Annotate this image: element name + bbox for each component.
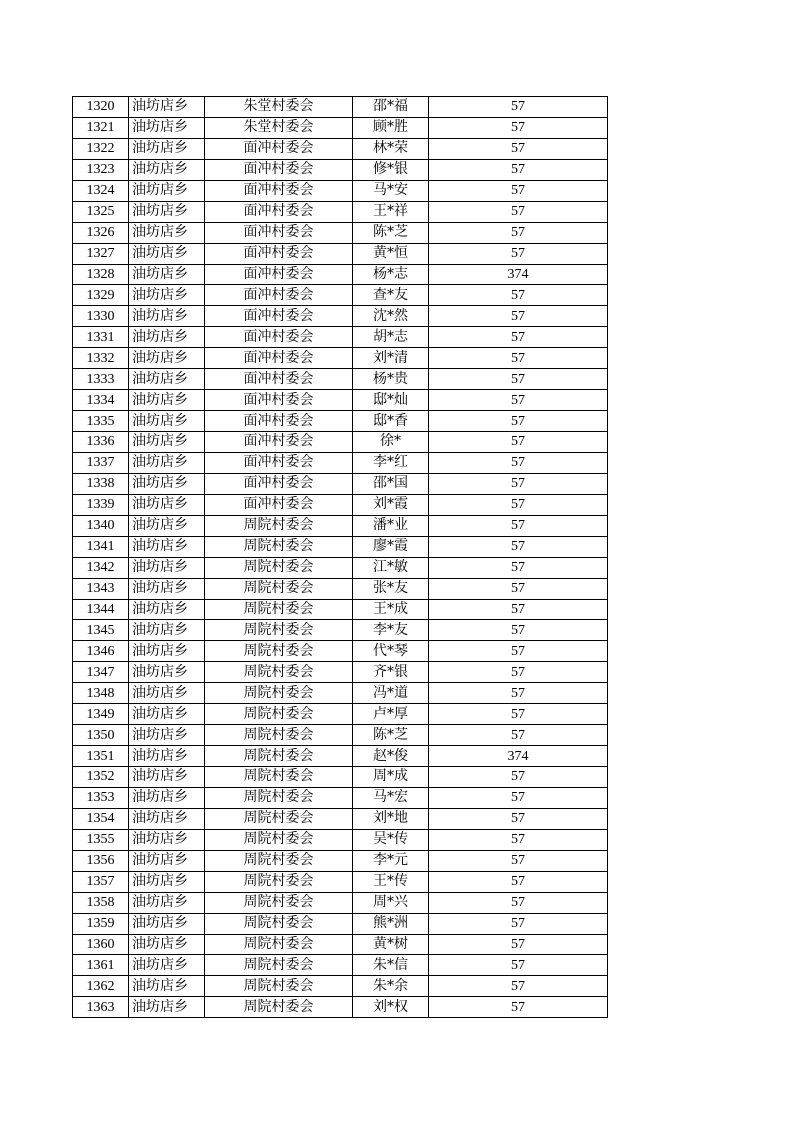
- township-cell: 油坊店乡: [129, 369, 205, 390]
- row-number-cell: 1326: [73, 222, 129, 243]
- person-name-cell: 王*成: [353, 599, 429, 620]
- amount-cell: 57: [429, 704, 608, 725]
- person-name-cell: 徐*: [353, 432, 429, 453]
- township-cell: 油坊店乡: [129, 285, 205, 306]
- row-number-cell: 1330: [73, 306, 129, 327]
- amount-cell: 57: [429, 452, 608, 473]
- row-number-cell: 1355: [73, 829, 129, 850]
- person-name-cell: 王*传: [353, 871, 429, 892]
- village-committee-cell: 面冲村委会: [205, 222, 353, 243]
- amount-cell: 57: [429, 787, 608, 808]
- township-cell: 油坊店乡: [129, 620, 205, 641]
- row-number-cell: 1331: [73, 327, 129, 348]
- table-row: [73, 348, 608, 369]
- person-name-cell: 邸*灿: [353, 390, 429, 411]
- row-number-cell: 1352: [73, 767, 129, 788]
- row-number-cell: 1325: [73, 201, 129, 222]
- village-committee-cell: 周院村委会: [205, 787, 353, 808]
- amount-cell: 57: [429, 243, 608, 264]
- row-number-cell: 1350: [73, 725, 129, 746]
- amount-cell: 57: [429, 767, 608, 788]
- village-committee-cell: 面冲村委会: [205, 285, 353, 306]
- person-name-cell: 刘*地: [353, 808, 429, 829]
- table-row: [73, 934, 608, 955]
- table-row: [73, 432, 608, 453]
- person-name-cell: 张*友: [353, 578, 429, 599]
- person-name-cell: 周*成: [353, 767, 429, 788]
- person-name-cell: 齐*银: [353, 662, 429, 683]
- table-row: [73, 390, 608, 411]
- table-row: [73, 599, 608, 620]
- person-name-cell: 朱*信: [353, 955, 429, 976]
- amount-cell: 57: [429, 411, 608, 432]
- township-cell: 油坊店乡: [129, 180, 205, 201]
- amount-cell: 374: [429, 746, 608, 767]
- amount-cell: 57: [429, 557, 608, 578]
- row-number-cell: 1348: [73, 683, 129, 704]
- village-committee-cell: 周院村委会: [205, 683, 353, 704]
- table-row: [73, 955, 608, 976]
- village-committee-cell: 周院村委会: [205, 536, 353, 557]
- amount-cell: 57: [429, 725, 608, 746]
- village-committee-cell: 周院村委会: [205, 829, 353, 850]
- person-name-cell: 胡*志: [353, 327, 429, 348]
- village-committee-cell: 面冲村委会: [205, 138, 353, 159]
- row-number-cell: 1320: [73, 97, 129, 118]
- township-cell: 油坊店乡: [129, 829, 205, 850]
- amount-cell: 57: [429, 683, 608, 704]
- amount-cell: 57: [429, 662, 608, 683]
- table-row: [73, 850, 608, 871]
- village-committee-cell: 周院村委会: [205, 892, 353, 913]
- village-committee-cell: 周院村委会: [205, 934, 353, 955]
- village-committee-cell: 周院村委会: [205, 871, 353, 892]
- person-name-cell: 马*安: [353, 180, 429, 201]
- township-cell: 油坊店乡: [129, 243, 205, 264]
- amount-cell: 57: [429, 369, 608, 390]
- township-cell: 油坊店乡: [129, 871, 205, 892]
- row-number-cell: 1360: [73, 934, 129, 955]
- village-committee-cell: 面冲村委会: [205, 432, 353, 453]
- village-committee-cell: 面冲村委会: [205, 159, 353, 180]
- row-number-cell: 1357: [73, 871, 129, 892]
- township-cell: 油坊店乡: [129, 117, 205, 138]
- village-committee-cell: 周院村委会: [205, 850, 353, 871]
- row-number-cell: 1341: [73, 536, 129, 557]
- amount-cell: 57: [429, 180, 608, 201]
- village-committee-cell: 面冲村委会: [205, 369, 353, 390]
- table-row: [73, 536, 608, 557]
- village-committee-cell: 面冲村委会: [205, 473, 353, 494]
- table-row: [73, 201, 608, 222]
- village-committee-cell: 周院村委会: [205, 976, 353, 997]
- row-number-cell: 1329: [73, 285, 129, 306]
- village-committee-cell: 面冲村委会: [205, 180, 353, 201]
- township-cell: 油坊店乡: [129, 536, 205, 557]
- village-committee-cell: 面冲村委会: [205, 390, 353, 411]
- person-name-cell: 卢*厚: [353, 704, 429, 725]
- township-cell: 油坊店乡: [129, 97, 205, 118]
- township-cell: 油坊店乡: [129, 411, 205, 432]
- table-row: [73, 452, 608, 473]
- village-committee-cell: 面冲村委会: [205, 348, 353, 369]
- village-committee-cell: 面冲村委会: [205, 243, 353, 264]
- township-cell: 油坊店乡: [129, 641, 205, 662]
- township-cell: 油坊店乡: [129, 746, 205, 767]
- township-cell: 油坊店乡: [129, 138, 205, 159]
- table-row: [73, 725, 608, 746]
- person-name-cell: 吴*传: [353, 829, 429, 850]
- village-committee-cell: 周院村委会: [205, 557, 353, 578]
- table-row: [73, 222, 608, 243]
- row-number-cell: 1353: [73, 787, 129, 808]
- village-committee-cell: 面冲村委会: [205, 452, 353, 473]
- township-cell: 油坊店乡: [129, 494, 205, 515]
- row-number-cell: 1334: [73, 390, 129, 411]
- village-committee-cell: 周院村委会: [205, 955, 353, 976]
- table-row: [73, 662, 608, 683]
- person-name-cell: 邵*国: [353, 473, 429, 494]
- amount-cell: 57: [429, 515, 608, 536]
- amount-cell: 57: [429, 620, 608, 641]
- row-number-cell: 1347: [73, 662, 129, 683]
- amount-cell: 57: [429, 494, 608, 515]
- person-name-cell: 冯*道: [353, 683, 429, 704]
- table-row: [73, 369, 608, 390]
- row-number-cell: 1328: [73, 264, 129, 285]
- table-row: [73, 306, 608, 327]
- township-cell: 油坊店乡: [129, 557, 205, 578]
- village-committee-cell: 面冲村委会: [205, 411, 353, 432]
- table-row: [73, 494, 608, 515]
- table-row: [73, 327, 608, 348]
- table-row: [73, 180, 608, 201]
- row-number-cell: 1345: [73, 620, 129, 641]
- township-cell: 油坊店乡: [129, 725, 205, 746]
- table-row: [73, 138, 608, 159]
- person-name-cell: 江*敏: [353, 557, 429, 578]
- row-number-cell: 1346: [73, 641, 129, 662]
- row-number-cell: 1358: [73, 892, 129, 913]
- row-number-cell: 1321: [73, 117, 129, 138]
- amount-cell: 57: [429, 892, 608, 913]
- amount-cell: 57: [429, 117, 608, 138]
- person-name-cell: 代*琴: [353, 641, 429, 662]
- township-cell: 油坊店乡: [129, 390, 205, 411]
- row-number-cell: 1339: [73, 494, 129, 515]
- table-row: [73, 515, 608, 536]
- row-number-cell: 1323: [73, 159, 129, 180]
- township-cell: 油坊店乡: [129, 159, 205, 180]
- person-name-cell: 赵*俊: [353, 746, 429, 767]
- person-name-cell: 李*元: [353, 850, 429, 871]
- table-row: [73, 620, 608, 641]
- person-name-cell: 陈*芝: [353, 725, 429, 746]
- amount-cell: 57: [429, 913, 608, 934]
- person-name-cell: 朱*余: [353, 976, 429, 997]
- person-name-cell: 李*红: [353, 452, 429, 473]
- person-name-cell: 修*银: [353, 159, 429, 180]
- person-name-cell: 林*荣: [353, 138, 429, 159]
- village-committee-cell: 周院村委会: [205, 997, 353, 1018]
- township-cell: 油坊店乡: [129, 997, 205, 1018]
- village-committee-cell: 周院村委会: [205, 746, 353, 767]
- person-name-cell: 李*友: [353, 620, 429, 641]
- village-committee-cell: 周院村委会: [205, 599, 353, 620]
- township-cell: 油坊店乡: [129, 222, 205, 243]
- person-name-cell: 黄*恒: [353, 243, 429, 264]
- township-cell: 油坊店乡: [129, 515, 205, 536]
- amount-cell: 57: [429, 285, 608, 306]
- village-committee-cell: 面冲村委会: [205, 494, 353, 515]
- amount-cell: 374: [429, 264, 608, 285]
- amount-cell: 57: [429, 201, 608, 222]
- table-row: [73, 557, 608, 578]
- village-committee-cell: 朱堂村委会: [205, 97, 353, 118]
- township-cell: 油坊店乡: [129, 599, 205, 620]
- person-name-cell: 邵*福: [353, 97, 429, 118]
- village-committee-cell: 周院村委会: [205, 913, 353, 934]
- row-number-cell: 1349: [73, 704, 129, 725]
- township-cell: 油坊店乡: [129, 913, 205, 934]
- table-row: [73, 787, 608, 808]
- person-name-cell: 邸*香: [353, 411, 429, 432]
- row-number-cell: 1361: [73, 955, 129, 976]
- table-row: [73, 683, 608, 704]
- person-name-cell: 黄*树: [353, 934, 429, 955]
- table-row: [73, 117, 608, 138]
- amount-cell: 57: [429, 641, 608, 662]
- township-cell: 油坊店乡: [129, 976, 205, 997]
- township-cell: 油坊店乡: [129, 683, 205, 704]
- row-number-cell: 1356: [73, 850, 129, 871]
- person-name-cell: 刘*权: [353, 997, 429, 1018]
- table-row: [73, 641, 608, 662]
- township-cell: 油坊店乡: [129, 452, 205, 473]
- amount-cell: 57: [429, 473, 608, 494]
- row-number-cell: 1336: [73, 432, 129, 453]
- roster-table: [72, 96, 608, 1018]
- row-number-cell: 1327: [73, 243, 129, 264]
- township-cell: 油坊店乡: [129, 767, 205, 788]
- village-committee-cell: 周院村委会: [205, 620, 353, 641]
- row-number-cell: 1333: [73, 369, 129, 390]
- amount-cell: 57: [429, 934, 608, 955]
- table-row: [73, 578, 608, 599]
- township-cell: 油坊店乡: [129, 306, 205, 327]
- table-row: [73, 97, 608, 118]
- village-committee-cell: 周院村委会: [205, 725, 353, 746]
- amount-cell: 57: [429, 871, 608, 892]
- amount-cell: 57: [429, 976, 608, 997]
- amount-cell: 57: [429, 138, 608, 159]
- table-row: [73, 264, 608, 285]
- township-cell: 油坊店乡: [129, 473, 205, 494]
- row-number-cell: 1332: [73, 348, 129, 369]
- roster-table-body: [73, 97, 608, 1018]
- amount-cell: 57: [429, 306, 608, 327]
- village-committee-cell: 朱堂村委会: [205, 117, 353, 138]
- amount-cell: 57: [429, 159, 608, 180]
- person-name-cell: 王*祥: [353, 201, 429, 222]
- table-row: [73, 871, 608, 892]
- person-name-cell: 查*友: [353, 285, 429, 306]
- person-name-cell: 潘*业: [353, 515, 429, 536]
- village-committee-cell: 面冲村委会: [205, 327, 353, 348]
- table-row: [73, 829, 608, 850]
- amount-cell: 57: [429, 808, 608, 829]
- row-number-cell: 1337: [73, 452, 129, 473]
- row-number-cell: 1342: [73, 557, 129, 578]
- table-row: [73, 767, 608, 788]
- amount-cell: 57: [429, 222, 608, 243]
- person-name-cell: 顾*胜: [353, 117, 429, 138]
- village-committee-cell: 面冲村委会: [205, 201, 353, 222]
- township-cell: 油坊店乡: [129, 850, 205, 871]
- person-name-cell: 陈*芝: [353, 222, 429, 243]
- village-committee-cell: 周院村委会: [205, 704, 353, 725]
- township-cell: 油坊店乡: [129, 787, 205, 808]
- township-cell: 油坊店乡: [129, 892, 205, 913]
- township-cell: 油坊店乡: [129, 578, 205, 599]
- amount-cell: 57: [429, 390, 608, 411]
- amount-cell: 57: [429, 955, 608, 976]
- table-row: [73, 704, 608, 725]
- village-committee-cell: 周院村委会: [205, 767, 353, 788]
- table-row: [73, 808, 608, 829]
- township-cell: 油坊店乡: [129, 327, 205, 348]
- row-number-cell: 1351: [73, 746, 129, 767]
- village-committee-cell: 周院村委会: [205, 578, 353, 599]
- township-cell: 油坊店乡: [129, 348, 205, 369]
- row-number-cell: 1354: [73, 808, 129, 829]
- table-row: [73, 976, 608, 997]
- amount-cell: 57: [429, 327, 608, 348]
- township-cell: 油坊店乡: [129, 264, 205, 285]
- person-name-cell: 沈*然: [353, 306, 429, 327]
- township-cell: 油坊店乡: [129, 934, 205, 955]
- row-number-cell: 1363: [73, 997, 129, 1018]
- table-row: [73, 892, 608, 913]
- row-number-cell: 1343: [73, 578, 129, 599]
- person-name-cell: 廖*霞: [353, 536, 429, 557]
- township-cell: 油坊店乡: [129, 432, 205, 453]
- village-committee-cell: 周院村委会: [205, 808, 353, 829]
- row-number-cell: 1344: [73, 599, 129, 620]
- table-row: [73, 997, 608, 1018]
- table-row: [73, 243, 608, 264]
- amount-cell: 57: [429, 348, 608, 369]
- table-row: [73, 746, 608, 767]
- person-name-cell: 刘*清: [353, 348, 429, 369]
- village-committee-cell: 面冲村委会: [205, 264, 353, 285]
- amount-cell: 57: [429, 578, 608, 599]
- village-committee-cell: 周院村委会: [205, 662, 353, 683]
- amount-cell: 57: [429, 432, 608, 453]
- row-number-cell: 1338: [73, 473, 129, 494]
- row-number-cell: 1322: [73, 138, 129, 159]
- amount-cell: 57: [429, 97, 608, 118]
- person-name-cell: 马*宏: [353, 787, 429, 808]
- table-row: [73, 473, 608, 494]
- village-committee-cell: 周院村委会: [205, 641, 353, 662]
- person-name-cell: 杨*贵: [353, 369, 429, 390]
- township-cell: 油坊店乡: [129, 201, 205, 222]
- village-committee-cell: 周院村委会: [205, 515, 353, 536]
- person-name-cell: 周*兴: [353, 892, 429, 913]
- table-row: [73, 159, 608, 180]
- person-name-cell: 刘*霞: [353, 494, 429, 515]
- row-number-cell: 1340: [73, 515, 129, 536]
- row-number-cell: 1359: [73, 913, 129, 934]
- amount-cell: 57: [429, 536, 608, 557]
- township-cell: 油坊店乡: [129, 955, 205, 976]
- row-number-cell: 1335: [73, 411, 129, 432]
- township-cell: 油坊店乡: [129, 808, 205, 829]
- township-cell: 油坊店乡: [129, 704, 205, 725]
- person-name-cell: 熊*洲: [353, 913, 429, 934]
- table-row: [73, 913, 608, 934]
- person-name-cell: 杨*志: [353, 264, 429, 285]
- amount-cell: 57: [429, 850, 608, 871]
- table-row: [73, 285, 608, 306]
- row-number-cell: 1362: [73, 976, 129, 997]
- township-cell: 油坊店乡: [129, 662, 205, 683]
- table-row: [73, 411, 608, 432]
- amount-cell: 57: [429, 599, 608, 620]
- amount-cell: 57: [429, 829, 608, 850]
- row-number-cell: 1324: [73, 180, 129, 201]
- amount-cell: 57: [429, 997, 608, 1018]
- village-committee-cell: 面冲村委会: [205, 306, 353, 327]
